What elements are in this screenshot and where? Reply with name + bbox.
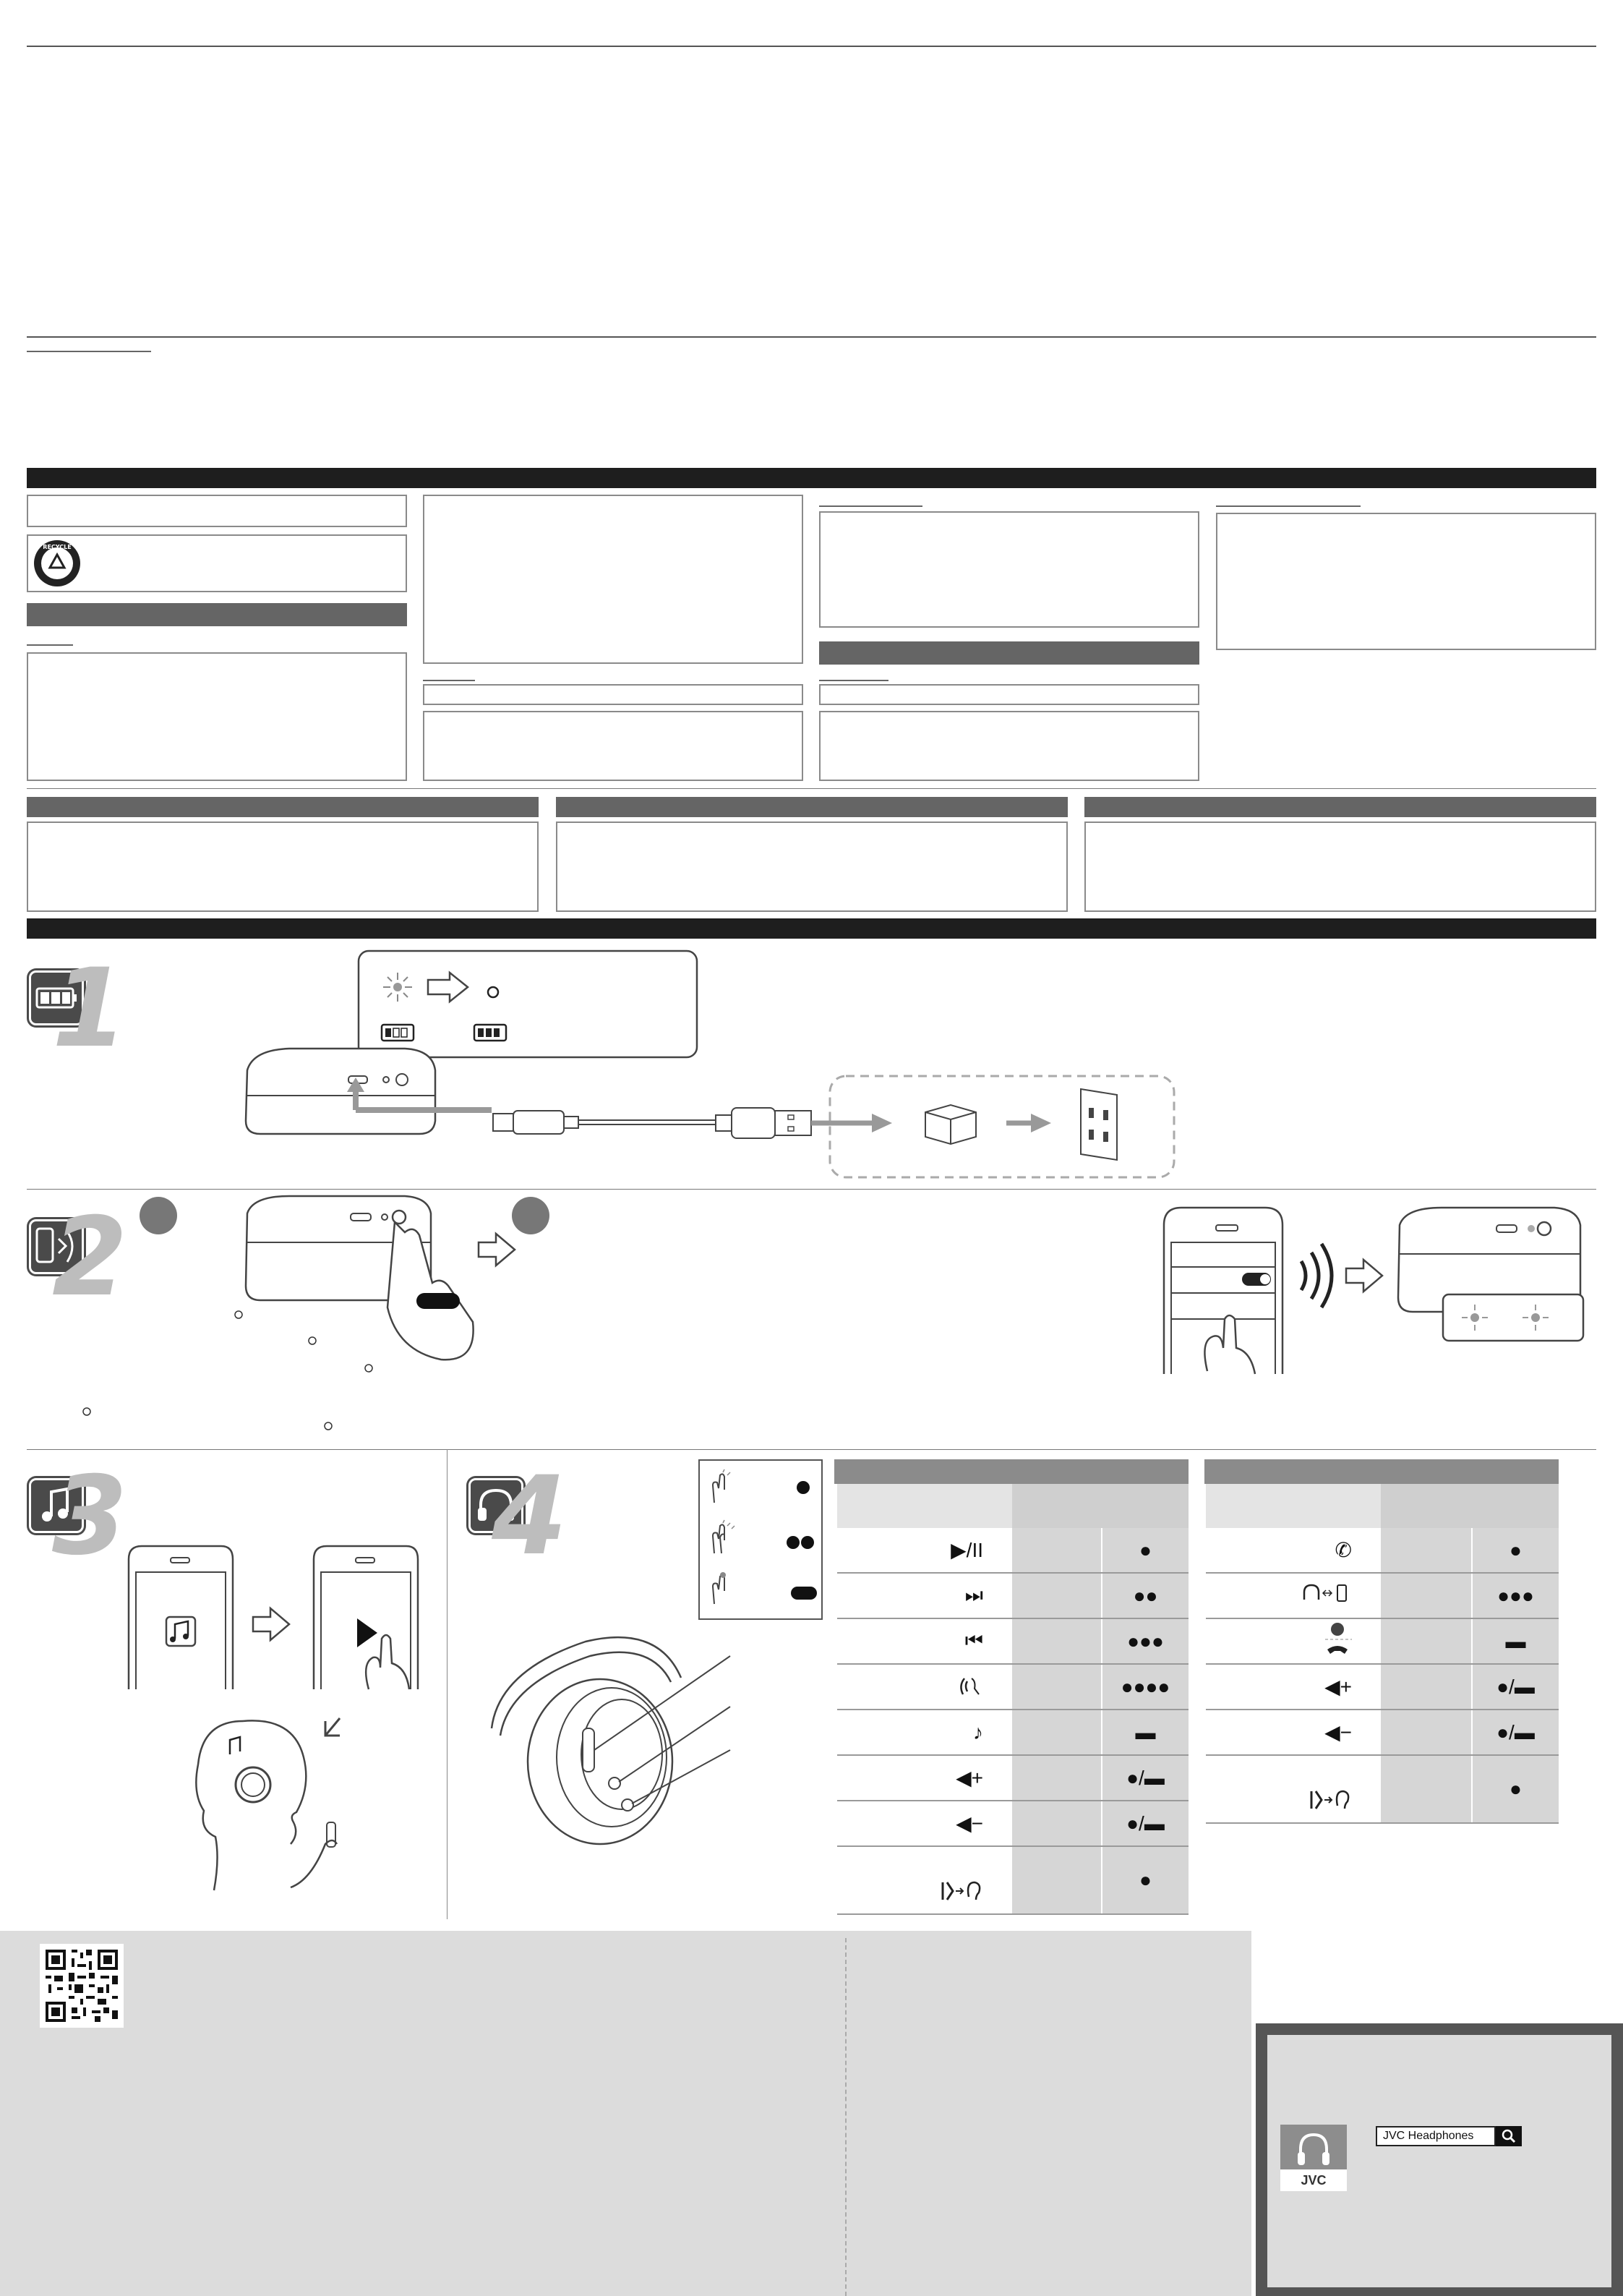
app-promo-frame <box>1256 2023 1623 2296</box>
notice-box <box>27 495 407 527</box>
tap-legend <box>698 1459 823 1620</box>
power-on-diagram <box>231 1192 521 1430</box>
tap-marks: ● <box>1472 1528 1559 1573</box>
double-tap-mark <box>787 1536 800 1549</box>
heading-underline <box>819 680 888 681</box>
music-note-icon: ♪ <box>837 1710 1012 1755</box>
tap-marks: ●/▬ <box>1102 1755 1189 1801</box>
call-table-title-bar <box>1204 1459 1559 1484</box>
led-off-label: ○ <box>493 996 494 997</box>
phone-call-icon: ✆ <box>1206 1528 1381 1573</box>
app-icon-top <box>1280 2125 1347 2169</box>
qr-code-image <box>40 1944 124 2028</box>
header-cell <box>1206 1484 1381 1528</box>
tap-marks: ●●● <box>1472 1573 1559 1618</box>
top-rule <box>27 46 1596 47</box>
header-cell <box>837 1484 1012 1528</box>
quick-start-bar <box>27 918 1596 939</box>
single-tap-icon <box>707 1468 736 1504</box>
call-controls-table <box>1206 1484 1559 1824</box>
ambient-mode-icon <box>1206 1755 1381 1823</box>
tap-marks: ● <box>1102 1528 1189 1573</box>
app-label: JVC <box>1301 2173 1327 2188</box>
header-cell <box>1012 1484 1189 1528</box>
double-tap-icon <box>707 1519 743 1555</box>
table-row <box>837 1573 1189 1618</box>
table-row <box>837 1710 1189 1755</box>
step-number: 3 <box>52 1454 128 1579</box>
play-pause-icon: ▶/II <box>837 1528 1012 1573</box>
music-table-title-bar <box>834 1459 1189 1484</box>
music-controls-table <box>837 1484 1189 1915</box>
text-box <box>556 821 1068 912</box>
step-number: 2 <box>52 1195 128 1320</box>
play-music-diagram <box>123 1540 441 1895</box>
reject-call-icon <box>1206 1618 1381 1664</box>
table-row <box>1206 1755 1559 1823</box>
long-press-icon <box>707 1569 736 1605</box>
text-box <box>423 684 803 705</box>
table-row <box>837 1801 1189 1846</box>
volume-up-icon: ◀+ <box>1206 1664 1381 1710</box>
heading-underline <box>1216 505 1361 507</box>
power-symbols <box>80 1403 340 1439</box>
step-number: 4 <box>492 1454 568 1579</box>
tap-marks: ▬ <box>1472 1618 1559 1664</box>
text-box <box>27 821 539 912</box>
app-icon[interactable] <box>1280 2125 1347 2191</box>
text-box <box>819 684 1199 705</box>
safety-header-bar <box>27 468 1596 488</box>
charging-diagram <box>239 947 1178 1179</box>
section-bar <box>27 603 407 626</box>
tap-marks: ● <box>1472 1755 1559 1823</box>
heading-underline <box>423 680 475 681</box>
text-box <box>819 711 1199 781</box>
long-press-mark <box>791 1587 817 1600</box>
voice-assistant-icon <box>837 1664 1012 1710</box>
next-track-icon: ⏭ <box>837 1573 1012 1618</box>
divider <box>27 1449 1596 1450</box>
cut-line <box>845 1938 847 2296</box>
section-bar <box>27 797 539 817</box>
divider <box>27 788 1596 789</box>
heading-underline <box>819 505 922 507</box>
app-search-box[interactable]: JVC Headphones <box>1376 2126 1496 2146</box>
volume-down-icon: ◀− <box>837 1801 1012 1846</box>
volume-up-icon: ◀+ <box>837 1755 1012 1801</box>
app-promo-panel <box>1267 2035 1611 2287</box>
section-bar <box>556 797 1068 817</box>
table-row <box>1206 1710 1559 1755</box>
section-rule <box>27 336 1596 338</box>
table-row <box>837 1846 1189 1914</box>
tap-marks: ▬ <box>1102 1710 1189 1755</box>
recycle-logo-icon <box>33 539 82 588</box>
single-tap-mark <box>797 1481 810 1494</box>
table-row <box>837 1755 1189 1801</box>
tap-marks: ●/▬ <box>1472 1664 1559 1710</box>
ambient-mode-icon <box>837 1846 1012 1914</box>
table-row <box>837 1528 1189 1573</box>
support-panel <box>0 1931 1251 2296</box>
section-bar <box>1084 797 1596 817</box>
text-box <box>1084 821 1596 912</box>
bluetooth-pairing-diagram <box>1157 1203 1590 1377</box>
tap-marks: ● <box>1102 1846 1189 1914</box>
heading-underline <box>27 351 151 352</box>
tap-marks: ●● <box>1102 1573 1189 1618</box>
table-row <box>1206 1664 1559 1710</box>
volume-down-icon: ◀− <box>1206 1710 1381 1755</box>
text-box <box>423 711 803 781</box>
double-tap-mark <box>801 1536 814 1549</box>
text-box <box>1216 513 1596 650</box>
prev-track-icon: ⏮ <box>837 1618 1012 1664</box>
tap-marks: ●●●● <box>1102 1664 1189 1710</box>
text-box <box>27 652 407 781</box>
table-row <box>1206 1528 1559 1573</box>
section-bar <box>819 641 1199 665</box>
tap-marks: ●/▬ <box>1102 1801 1189 1846</box>
divider <box>27 1189 1596 1190</box>
headphone-controls-diagram <box>484 1627 745 1851</box>
recycle-box <box>27 534 407 592</box>
svg-text:RECYCLE: RECYCLE <box>43 544 72 550</box>
substep-a-badge <box>140 1197 177 1234</box>
text-box <box>819 511 1199 628</box>
tap-marks: ●●● <box>1102 1618 1189 1664</box>
switch-device-icon <box>1206 1573 1381 1618</box>
header-cell <box>1381 1484 1559 1528</box>
table-row <box>1206 1573 1559 1618</box>
table-row <box>837 1618 1189 1664</box>
tap-marks: ●/▬ <box>1472 1710 1559 1755</box>
text-box <box>423 495 803 664</box>
table-row <box>1206 1618 1559 1664</box>
heading-underline <box>27 644 73 646</box>
qr-code[interactable] <box>40 1944 124 2028</box>
table-row <box>837 1664 1189 1710</box>
search-icon[interactable] <box>1496 2126 1522 2146</box>
step-number: 1 <box>52 946 128 1072</box>
headphones-icon <box>1280 2125 1347 2169</box>
